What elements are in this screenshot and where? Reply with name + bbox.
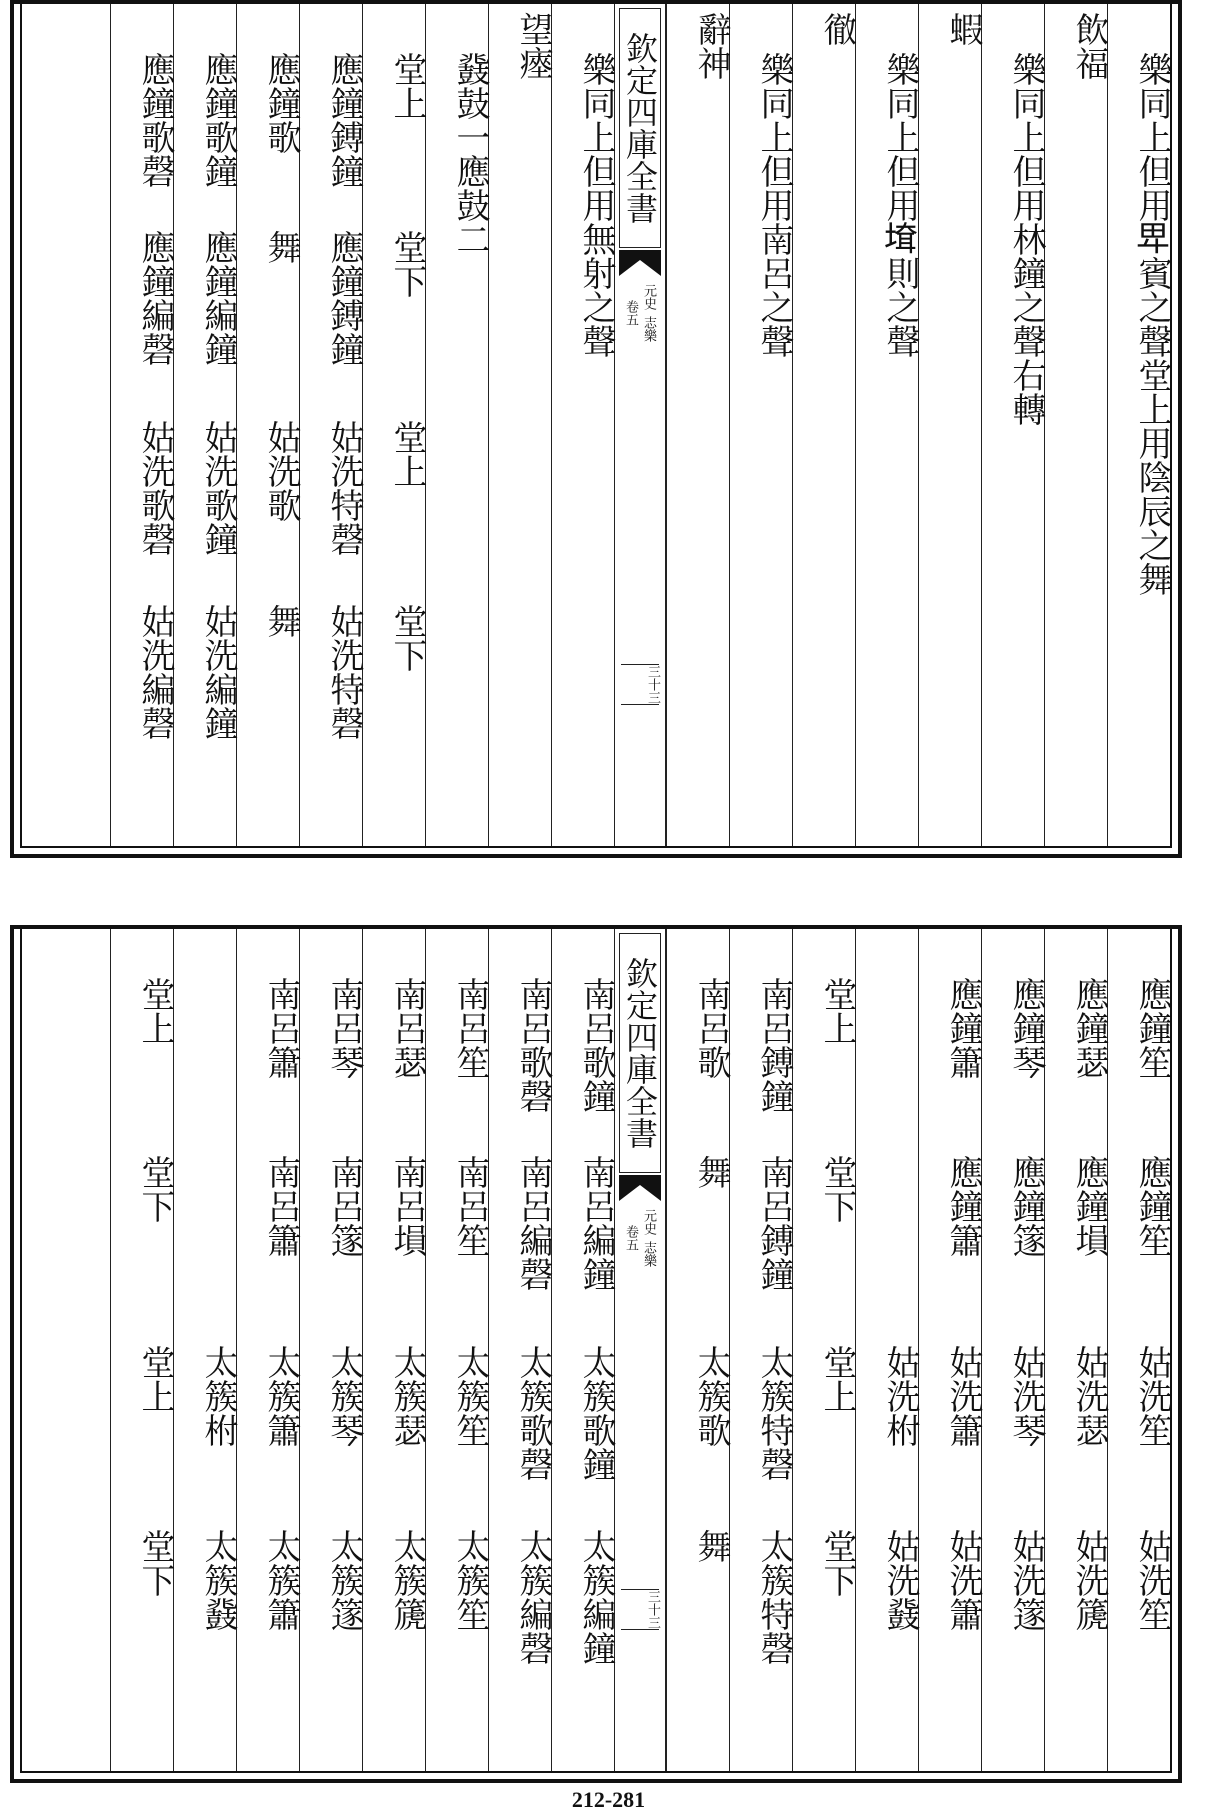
column-text: 姑洗琴: [1006, 1345, 1046, 1447]
column-text: 姑洗編磬: [135, 604, 175, 740]
column-text: 應鐘編磬: [135, 230, 175, 366]
column-text: 太簇鼗: [198, 1529, 238, 1631]
text-column: [666, 929, 730, 1771]
text-column: [173, 4, 237, 846]
fold-subtitle-history: 元史: [641, 1209, 656, 1235]
column-text: 樂同上但用𤰞賓之聲堂上用陰辰之舞: [1132, 52, 1172, 596]
column-text: 太簇簫: [261, 1345, 301, 1447]
column-text: 堂下: [387, 230, 427, 298]
text-column: [666, 4, 730, 846]
column-text: 應鐘歌磬: [135, 52, 175, 188]
column-text: 鼗鼓一應鼓二: [450, 52, 490, 256]
fold-subtitle-treatise: 志樂: [641, 1241, 656, 1267]
column-text: 堂下: [817, 1529, 857, 1597]
page-number: 212-281: [571, 1787, 646, 1812]
section-heading: 辭神: [691, 12, 731, 80]
column-text: 應鐘笙: [1132, 977, 1172, 1079]
column-text: 姑洗笙: [1132, 1529, 1172, 1631]
column-text: 南呂歌鐘: [576, 977, 616, 1113]
column-text: 南呂編磬: [513, 1155, 553, 1291]
column-text: 應鐘篴: [1006, 1155, 1046, 1257]
column-text: 南呂笙: [450, 1155, 490, 1257]
column-text: 南呂編鐘: [576, 1155, 616, 1291]
fold-center-column: [614, 929, 666, 1771]
section-heading: 飲福: [1069, 12, 1109, 80]
text-column: [855, 4, 919, 846]
column-text: 姑洗柎: [880, 1345, 920, 1447]
column-text: 應鐘鎛鐘: [324, 230, 364, 366]
text-column: [362, 929, 426, 1771]
column-text: 應鐘塤: [1069, 1155, 1109, 1257]
column-text: 應鐘笙: [1132, 1155, 1172, 1257]
fishtail-ornament-icon: [619, 1175, 661, 1201]
column-text: 舞: [261, 604, 301, 638]
fold-book-title: 欽定四庫全書: [619, 8, 661, 248]
column-text: 舞: [691, 1155, 731, 1189]
text-column: [425, 929, 489, 1771]
column-text: 太簇篴: [324, 1529, 364, 1631]
bottom-page-frame: [20, 929, 1172, 1773]
column-text: 太簇瑟: [387, 1345, 427, 1447]
fishtail-ornament-icon: [619, 250, 661, 276]
column-text: 太簇歌磬: [513, 1345, 553, 1481]
text-column: [236, 929, 300, 1771]
column-text: 姑洗簫: [943, 1345, 983, 1447]
column-text: 太簇歌鐘: [576, 1345, 616, 1481]
column-text: 姑洗特磬: [324, 420, 364, 556]
column-text: 姑洗篪: [1069, 1529, 1109, 1631]
section-heading: 蝦: [943, 12, 983, 46]
column-text: 堂下: [135, 1529, 175, 1597]
fold-subtitle-volume: 卷五: [623, 1225, 638, 1251]
text-column: [110, 4, 174, 846]
text-column: [299, 4, 363, 846]
column-text: 南呂塤: [387, 1155, 427, 1257]
column-text: 太簇笙: [450, 1529, 490, 1631]
column-text: 太簇編鐘: [576, 1529, 616, 1665]
column-text: 堂上: [817, 977, 857, 1045]
column-text: 樂同上但用林鐘之聲右轉: [1006, 52, 1046, 426]
column-text: 南呂琴: [324, 977, 364, 1079]
column-text: 堂上: [387, 420, 427, 488]
text-column: [425, 4, 489, 846]
text-column: [173, 929, 237, 1771]
text-column: [792, 929, 856, 1771]
text-column: [488, 4, 552, 846]
column-text: 姑洗簫: [943, 1529, 983, 1631]
text-column: [729, 929, 793, 1771]
column-text: 堂上: [817, 1345, 857, 1413]
column-text: 應鐘簫: [943, 977, 983, 1079]
column-text: 南呂簫: [261, 1155, 301, 1257]
text-column: [551, 929, 615, 1771]
column-text: 姑洗鼗: [880, 1529, 920, 1631]
text-column: [918, 929, 982, 1771]
column-text: 應鐘簫: [943, 1155, 983, 1257]
text-column: [551, 4, 615, 846]
column-text: 應鐘歌鐘: [198, 52, 238, 188]
column-text: 姑洗歌: [261, 420, 301, 522]
text-column: [981, 4, 1045, 846]
column-text: 應鐘瑟: [1069, 977, 1109, 1079]
column-text: 南呂篴: [324, 1155, 364, 1257]
text-column: [236, 4, 300, 846]
column-text: 南呂鎛鐘: [754, 1155, 794, 1291]
column-text: 姑洗笙: [1132, 1345, 1172, 1447]
column-text: 姑洗歌鐘: [198, 420, 238, 556]
fold-leaf-number: 三十三: [621, 1589, 659, 1630]
column-text: 太簇簫: [261, 1529, 301, 1631]
bottom-page: [10, 925, 1182, 1783]
text-column: [1107, 929, 1171, 1771]
fold-subtitle-history: 元史: [641, 284, 656, 310]
section-heading: 望瘞: [513, 12, 553, 80]
column-text: 姑洗篴: [1006, 1529, 1046, 1631]
column-text: 太簇琴: [324, 1345, 364, 1447]
column-text: 南呂瑟: [387, 977, 427, 1079]
column-text: 樂同上但用南呂之聲: [754, 52, 794, 358]
column-text: 南呂歌: [691, 977, 731, 1079]
text-column: [855, 929, 919, 1771]
column-text: 舞: [691, 1529, 731, 1563]
column-text: 姑洗瑟: [1069, 1345, 1109, 1447]
text-column: [299, 929, 363, 1771]
column-text: 應鐘琴: [1006, 977, 1046, 1079]
column-text: 太簇笙: [450, 1345, 490, 1447]
column-text: 樂同上但用𡍲則之聲: [880, 52, 920, 358]
column-text: 堂下: [387, 604, 427, 672]
column-text: 應鐘編鐘: [198, 230, 238, 366]
text-column: [488, 929, 552, 1771]
column-text: 應鐘鎛鐘: [324, 52, 364, 188]
fold-leaf-number: 三十三: [621, 664, 659, 705]
text-column: [1044, 929, 1108, 1771]
column-text: 太簇特磬: [754, 1529, 794, 1665]
column-text: 舞: [261, 230, 301, 264]
column-text: 樂同上但用無射之聲: [576, 52, 616, 358]
fold-center-column: [614, 4, 666, 846]
fold-subtitle-treatise: 志樂: [641, 316, 656, 342]
column-text: 南呂鎛鐘: [754, 977, 794, 1113]
text-column: [1044, 4, 1108, 846]
text-column: [110, 929, 174, 1771]
column-text: 堂上: [387, 52, 427, 120]
column-text: 南呂笙: [450, 977, 490, 1079]
column-text: 姑洗特磬: [324, 604, 364, 740]
column-text: 太簇柎: [198, 1345, 238, 1447]
text-column: [981, 929, 1045, 1771]
text-column: [362, 4, 426, 846]
section-heading: 徹: [817, 12, 857, 46]
fold-subtitle-volume: 卷五: [623, 300, 638, 326]
column-text: 姑洗編鐘: [198, 604, 238, 740]
column-text: 應鐘歌: [261, 52, 301, 154]
column-text: 堂上: [135, 977, 175, 1045]
column-text: 南呂簫: [261, 977, 301, 1079]
column-text: 太簇篪: [387, 1529, 427, 1631]
text-column: [918, 4, 982, 846]
text-column: [729, 4, 793, 846]
column-text: 南呂歌磬: [513, 977, 553, 1113]
column-text: 太簇歌: [691, 1345, 731, 1447]
column-text: 堂下: [135, 1155, 175, 1223]
top-page: [10, 0, 1182, 858]
top-page-frame: [20, 4, 1172, 848]
column-text: 太簇編磬: [513, 1529, 553, 1665]
text-column: [1107, 4, 1171, 846]
text-column: [792, 4, 856, 846]
column-text: 堂上: [135, 1345, 175, 1413]
column-text: 姑洗歌磬: [135, 420, 175, 556]
column-text: 堂下: [817, 1155, 857, 1223]
column-text: 太簇特磬: [754, 1345, 794, 1481]
fold-book-title: 欽定四庫全書: [619, 933, 661, 1173]
